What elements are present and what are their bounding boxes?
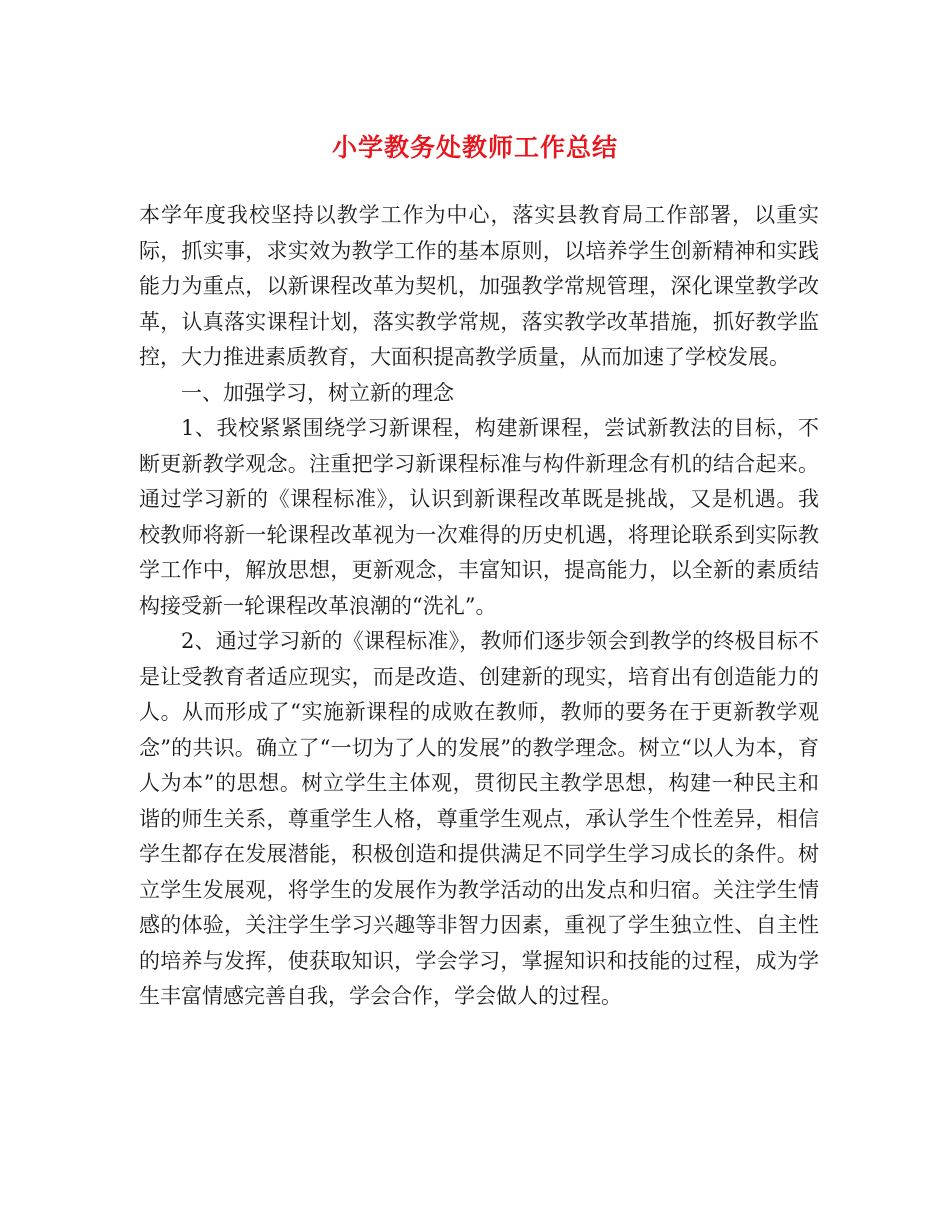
section-heading: 一、加强学习，树立新的理念 — [181, 380, 454, 405]
point-2-paragraph: 2、通过学习新的《课程标准》，教师们逐步领会到教学的终极目标不是让受教育者适应现实，而是改造、创建新的现实，培育出有创造能力的人。从而形成了“实施新课程的成败在教师，教师的要务在于更新教学观念”的共识。确立了“一切为了人的发展”的教学理念。树立“以人为本，育人为本”的思想。树立学生主体观，贯彻民主教学思想，构建一种民主和谐的师生关系，尊重学生人格，尊重学生观点，承认学生个性差异，相信学生都存在发展潜能，积极创造和提供满足不同学生学习成长的条件。树立学生发展观，将学生的发展作为教学活动的出发点和归宿。关注学生情感的体验，关注学生学习兴趣等非智力因素，重视了学生独立性、自主性的培养与发挥，使获取知识，学会学习，掌握知识和技能的过程，成为学生丰富情感完善自我，学会合作，学会做人的过程。 — [139, 629, 819, 1008]
intro-paragraph: 本学年度我校坚持以教学工作为中心，落实县教育局工作部署，以重实际，抓实事，求实效为教学工作的基本原则，以培养学生创新精神和实践能力为重点，以新课程改革为契机，加强教学常规管理，深化课堂教学改革，认真落实课程计划，落实教学常规，落实教学改革措施，抓好教学监控，大力推进素质教育，大面积提高教学质量，从而加速了学校发展。 — [139, 203, 819, 369]
point-1-paragraph: 1、我校紧紧围绕学习新课程，构建新课程，尝试新教法的目标，不断更新教学观念。注重把学习新课程标准与构件新理念有机的结合起来。通过学习新的《课程标准》，认识到新课程改革既是挑战，又是机遇。我校教师将新一轮课程改革视为一次难得的历史机遇，将理论联系到实际教学工作中，解放思想，更新观念，丰富知识，提高能力，以全新的素质结构接受新一轮课程改革浪潮的“洗礼”。 — [139, 416, 819, 618]
document-body — [139, 198, 819, 1015]
document-title: 小学教务处教师工作总结 — [331, 133, 618, 162]
